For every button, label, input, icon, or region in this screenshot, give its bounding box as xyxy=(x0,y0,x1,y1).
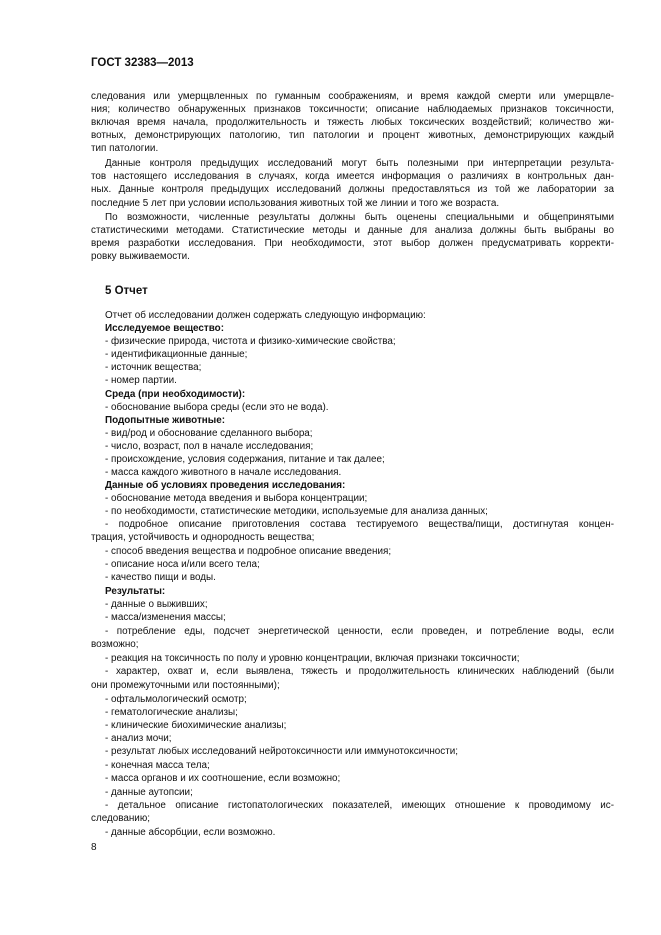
report-heading: Результаты: xyxy=(105,586,166,597)
body-line: включая время начала, продолжительность и тяжесть любых токсических воздействий; количество жи- xyxy=(91,117,614,128)
body-line: следования или умерщвленных по гуманным соображениям, и время каждой смерти или умерщвле- xyxy=(91,91,614,102)
report-heading: Данные об условиях проведения исследования: xyxy=(105,480,346,491)
body-line: время разработки исследования. При необходимости, этот выбор должен предусматривать корректи- xyxy=(91,238,614,249)
report-line: - идентификационные данные; xyxy=(105,349,248,360)
report-line: - способ введения вещества и подробное описание введения; xyxy=(105,546,392,557)
body-line: ровку выживаемости. xyxy=(91,251,190,262)
report-line: - масса каждого животного в начале исследования. xyxy=(105,467,342,478)
body-line: последние 5 лет при условии использования животных той же линии и того же возраста. xyxy=(91,198,500,209)
body-line: Данные контроля предыдущих исследований могут быть полезными при интерпретации результа- xyxy=(105,158,614,169)
report-line: трация, устойчивость и однородность вещества; xyxy=(91,532,315,543)
report-line: - число, возраст, пол в начале исследования; xyxy=(105,441,314,452)
body-line: ния; количество обнаруженных признаков токсичности; описание наблюдаемых признаков токсичности, xyxy=(91,104,614,115)
report-line: - подробное описание приготовления состава тестируемого вещества/пищи, достигнутая концен- xyxy=(105,519,614,530)
report-line: - масса/изменения массы; xyxy=(105,612,226,623)
report-line: - детальное описание гистопатологических показателей, имеющих отношение к проводимому ис- xyxy=(105,800,614,811)
section-title: 5 Отчет xyxy=(105,285,148,297)
page-number: 8 xyxy=(91,842,97,853)
report-line: - реакция на токсичность по полу и уровню концентрации, включая признаки токсичности; xyxy=(105,653,520,664)
report-line: - данные абсорбции, если возможно. xyxy=(105,827,276,838)
report-line: - офтальмологический осмотр; xyxy=(105,694,247,705)
body-line: вотных, демонстрирующих патологию, тип патологии и процент животных, демонстрирующих каждый xyxy=(91,130,614,141)
report-line: - потребление еды, подсчет энергетической ценности, если проведен, и потребление воды, если xyxy=(105,626,614,637)
report-line: Отчет об исследовании должен содержать следующую информацию: xyxy=(105,310,426,321)
report-line: - происхождение, условия содержания, питание и так далее; xyxy=(105,454,385,465)
report-line: - данные аутопсии; xyxy=(105,787,193,798)
body-line: По возможности, численные результаты должны быть оценены специальными и общепринятыми xyxy=(105,212,614,223)
body-line: тов настоящего исследования в случаях, когда имеется информация о различиях в контрольных дан- xyxy=(91,171,614,182)
body-line: статистическими методами. Статистические методы и данные для анализа должны быть выбраны во xyxy=(91,225,614,236)
report-line: - масса органов и их соотношение, если возможно; xyxy=(105,773,341,784)
report-line: - гематологические анализы; xyxy=(105,707,238,718)
report-line: - описание носа и/или всего тела; xyxy=(105,559,260,570)
body-line: тип патологии. xyxy=(91,143,159,154)
report-heading: Среда (при необходимости): xyxy=(105,389,246,400)
standard-header: ГОСТ 32383—2013 xyxy=(91,57,194,69)
report-line: - характер, охват и, если выявлена, тяжесть и продолжительность клинических наблюдений (были xyxy=(105,666,614,677)
report-line: возможно; xyxy=(91,639,139,650)
report-line: - источник вещества; xyxy=(105,362,202,373)
report-line: - физические природа, чистота и физико-химические свойства; xyxy=(105,336,396,347)
report-line: - конечная масса тела; xyxy=(105,760,210,771)
report-line: они промежуточными или постоянными); xyxy=(91,680,280,691)
report-line: - данные о выживших; xyxy=(105,599,208,610)
report-line: - номер партии. xyxy=(105,375,177,386)
report-line: - результат любых исследований нейротоксичности или иммунотоксичности; xyxy=(105,746,458,757)
report-line: - обоснование выбора среды (если это не вода). xyxy=(105,402,329,413)
body-line: ных. Данные контроля предыдущих исследований должны предоставляться из той же лаборатории за xyxy=(91,184,614,195)
report-heading: Исследуемое вещество: xyxy=(105,323,224,334)
report-line: - обоснование метода введения и выбора концентрации; xyxy=(105,493,368,504)
report-line: - вид/род и обоснование сделанного выбора; xyxy=(105,428,313,439)
report-heading: Подопытные животные: xyxy=(105,415,225,426)
report-line: - по необходимости, статистические методики, используемые для анализа данных; xyxy=(105,506,488,517)
report-line: - качество пищи и воды. xyxy=(105,572,216,583)
report-line: - анализ мочи; xyxy=(105,733,172,744)
report-line: - клинические биохимические анализы; xyxy=(105,720,287,731)
report-line: следованию; xyxy=(91,813,150,824)
